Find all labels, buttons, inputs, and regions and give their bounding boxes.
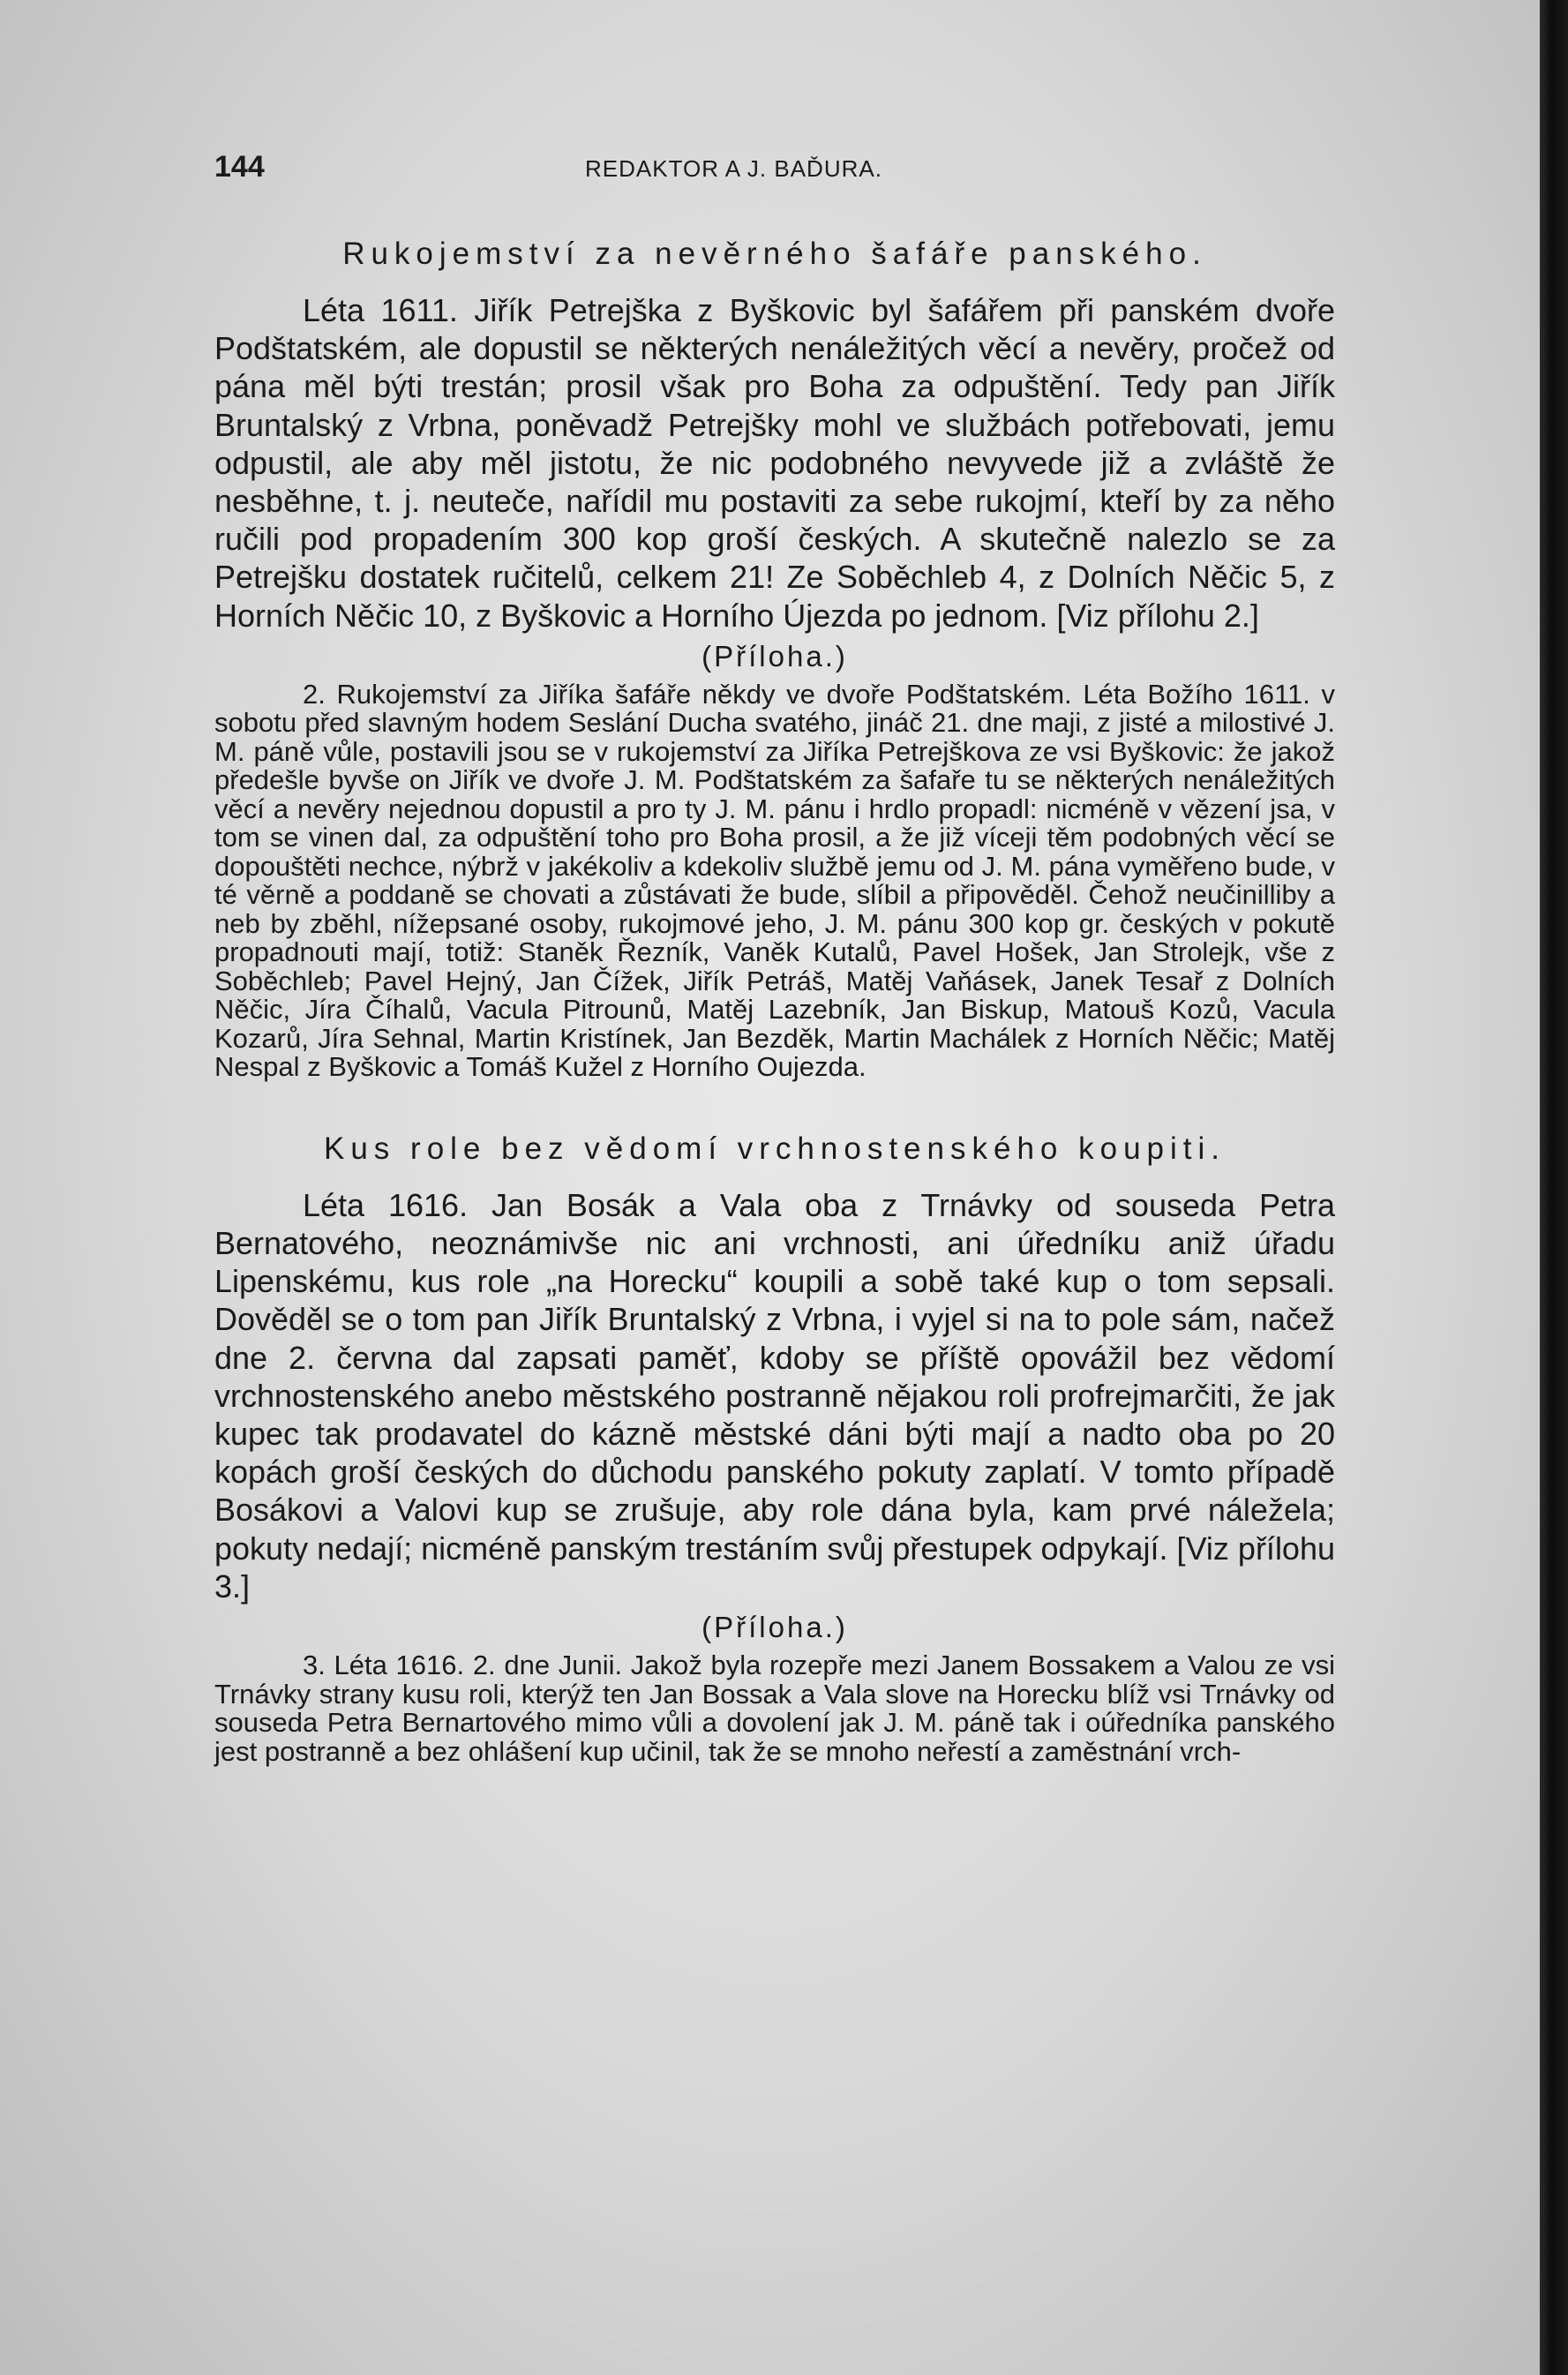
appendix-text-2: 2. Rukojemství za Jiříka šafáře někdy ve dvoře Podštatském. Léta Božího 1611. v sobotu před slavným hodem Seslání Ducha svatého, jináč 21. dne maji, z jisté a milostivé J. M. páně vůle, postavili jsou se v rukojemství za Jiříka Petrejškova ze vsi Byškovic: že jakož předešle byvše on Jiřík ve dvoře J. M. Podštatském za šafaře tu se některých nenáležitých věcí a nevěry nejednou dopustil a pro ty J. M. pánu i hrdlo propadl: nicméně v vězení jsa, v tom se vinen dal, za odpuštění toho pro Boha prosil, a že již víceji těm podobných věcí se dopouštěti nechce, nýbrž v jakékoliv a kdekoliv službě jemu od J. M. pána vyměřeno bude, v té věrně a poddaně se chovati a zůstávati že bude, slíbil a připověděl. Čehož neučinilliby a neb by zběhl, nížepsané osoby, rukojmové jeho, J. M. pánu 300 kop gr. českých v pokutě propadnouti mají, totiž: Staněk Řezník, Vaněk Kutalů, Pavel Hošek, Jan Strolejk, vše z Soběchleb; Pavel Hejný, Jan Čížek, Jiřík Petráš, Matěj Vaňásek, Janek Tesař z Dolních Něčic, Jíra Číhalů, Vacula Pitrounů, Matěj Lazebník, Jan Biskup, Matouš Kozů, Vacula Kozarů, Jíra Sehnal, Martin Kristínek, Jan Bezděk, Martin Machálek z Horních Něčic; Matěj Nespal z Byškovic a Tomáš Kužel z Horního Oujezda. [214, 678, 1335, 1083]
section-gap [214, 1082, 1335, 1131]
section-title-surety: Rukojemství za nevěrného šafáře panského. [342, 237, 1207, 271]
appendix-heading-3: (Příloha.) [701, 1611, 848, 1644]
appendix-text-3: 3. Léta 1616. 2. dne Junii. Jakož byla rozepře mezi Janem Bossakem a Valou ze vsi Trnávky strany kusu roli, kterýž ten Jan Bossak a Vala slove na Horecku blíž vsi Trnávky od souseda Petra Bernartového mimo vůli a dovolení jak J. M. páně tak i oúředníka panského jest postranně a bez ohlášení kup učinil, tak že se mnoho neřestí a zaměstnání vrch- [214, 1650, 1335, 1767]
scan-edge-shadow [1540, 0, 1568, 2375]
section-paragraph-land: Léta 1616. Jan Bosák a Vala oba z Trnávky od souseda Petra Bernatového, neoznámivše nic ani vrchnosti, ani úředníku aniž úřadu Lipenskému, kus role „na Horecku“ koupili a sobě také kup o tom sepsali. Dověděl se o tom pan Jiřík Bruntalský z Vrbna, i vyjel si na to pole sám, načež dne 2. června dal zapsati paměť, kdoby se příště opovážil bez vědomí vrchnostenského anebo městského postranně nějakou roli profrejmarčiti, že jak kupec tak prodavatel do kázně městské dáni býti mají a nadto oba po 20 kopách groší českých do důchodu panského pokuty zaplatí. V tomto případě Bosákovi a Valovi kup se zrušuje, aby role dána byla, kam prvé náležela; pokuty nedají; nicméně panským trestáním svůj přestupek odpykají. [Viz přílohu 3.] [214, 1186, 1335, 1605]
running-head: REDAKTOR A J. BAĎURA. [585, 155, 882, 182]
page-header [214, 150, 1335, 194]
page-content [214, 237, 1335, 1766]
section-paragraph-surety: Léta 1611. Jiřík Petrejška z Byškovic byl šafářem při panském dvoře Podštatském, ale dopustil se některých nenáležitých věcí a nevěry, pročež od pána měl býti trestán; prosil však pro Boha za odpuštění. Tedy pan Jiřík Bruntalský z Vrbna, poněvadž Petrejšky mohl ve službách potřebovati, jemu odpustil, ale aby měl jistotu, že nic podobného nevyvede již a zvláště že nesběhne, t. j. neuteče, nařídil mu postaviti za sebe rukojmí, kteří by za něho ručili pod propadením 300 kop groší českých. A skutečně nalezlo se za Petrejšku dostatek ručitelů, celkem 21! Ze Soběchleb 4, z Dolních Něčic 5, z Horních Něčic 10, z Byškovic a Horního Újezda po jednom. [Viz přílohu 2.] [214, 292, 1335, 634]
appendix-heading-2: (Příloha.) [701, 639, 848, 673]
page-number: 144 [214, 150, 265, 184]
section-title-land: Kus role bez vědomí vrchnostenského koupiti. [324, 1131, 1226, 1166]
